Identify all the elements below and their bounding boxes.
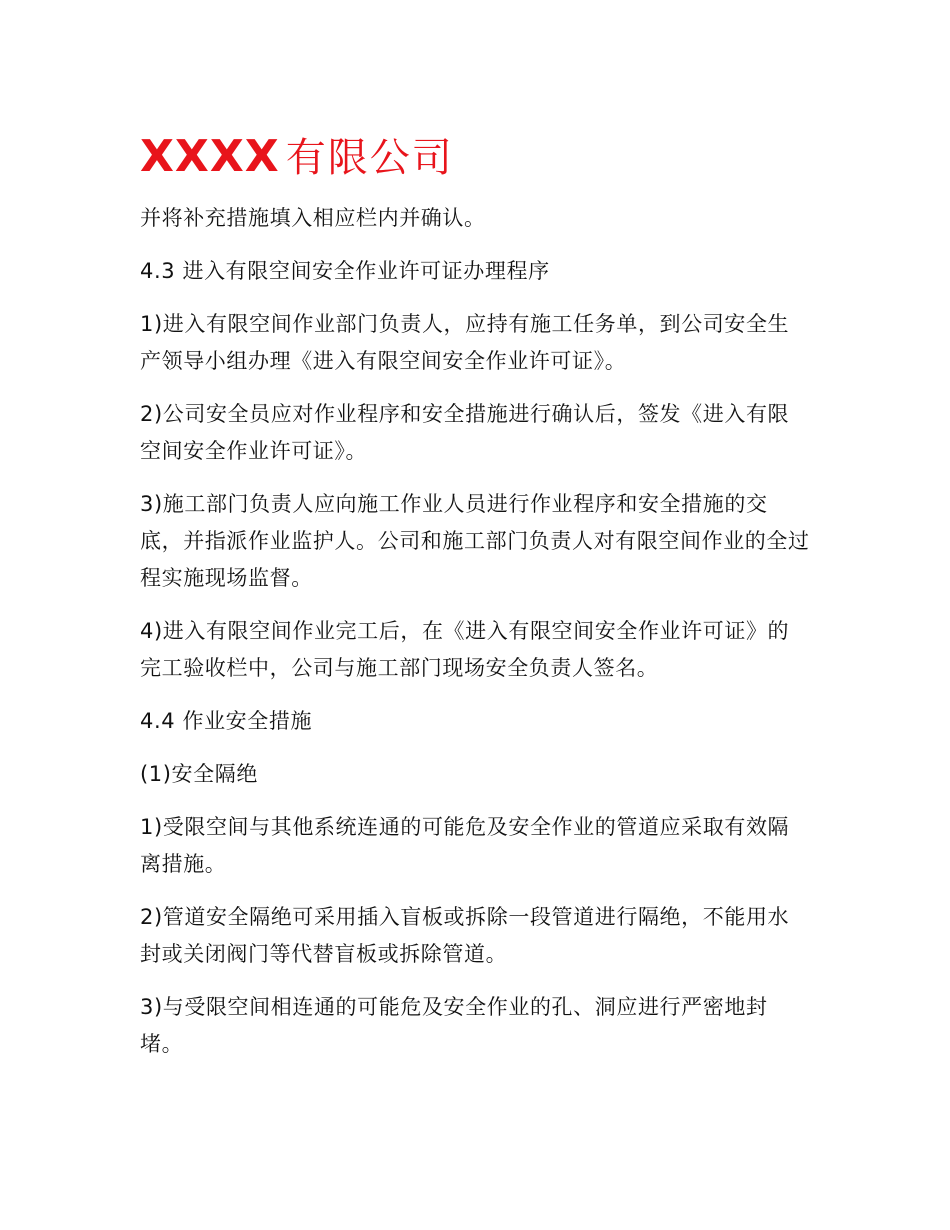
subsection-heading-isolation: (1)安全隔绝 xyxy=(140,762,258,786)
company-brand: XXXX xyxy=(140,131,280,182)
isolation-item-1: 1)受限空间与其他系统连通的可能危及安全作业的管道应采取有效隔离措施。 xyxy=(140,815,790,876)
paragraph-continuation: 并将补充措施填入相应栏内并确认。 xyxy=(140,206,486,230)
paragraph-item-2: 2)公司安全员应对作业程序和安全措施进行确认后，签发《进入有限空间安全作业许可证》。 xyxy=(140,402,790,463)
isolation-item-3: 3)与受限空间相连通的可能危及安全作业的孔、洞应进行严密地封堵。 xyxy=(140,995,768,1056)
isolation-item-2: 2)管道安全隔绝可采用插入盲板或拆除一段管道进行隔绝，不能用水封或关闭阀门等代替盲板或拆除管道。 xyxy=(140,905,790,966)
section-heading-4-3: 4.3 进入有限空间安全作业许可证办理程序 xyxy=(140,259,550,283)
paragraph-item-3: 3)施工部门负责人应向施工作业人员进行作业程序和安全措施的交底，并指派作业监护人。公司和施工部门负责人对有限空间作业的全过程实施现场监督。 xyxy=(140,492,810,590)
document-body xyxy=(140,200,810,1079)
section-heading-4-4: 4.4 作业安全措施 xyxy=(140,709,313,733)
paragraph-item-1: 1)进入有限空间作业部门负责人，应持有施工任务单，到公司安全生产领导小组办理《进入有限空间安全作业许可证》。 xyxy=(140,312,790,373)
company-header xyxy=(140,126,454,182)
company-name-suffix: 有限公司 xyxy=(285,135,454,181)
paragraph-item-4: 4)进入有限空间作业完工后，在《进入有限空间安全作业许可证》的完工验收栏中，公司与施工部门现场安全负责人签名。 xyxy=(140,619,790,680)
